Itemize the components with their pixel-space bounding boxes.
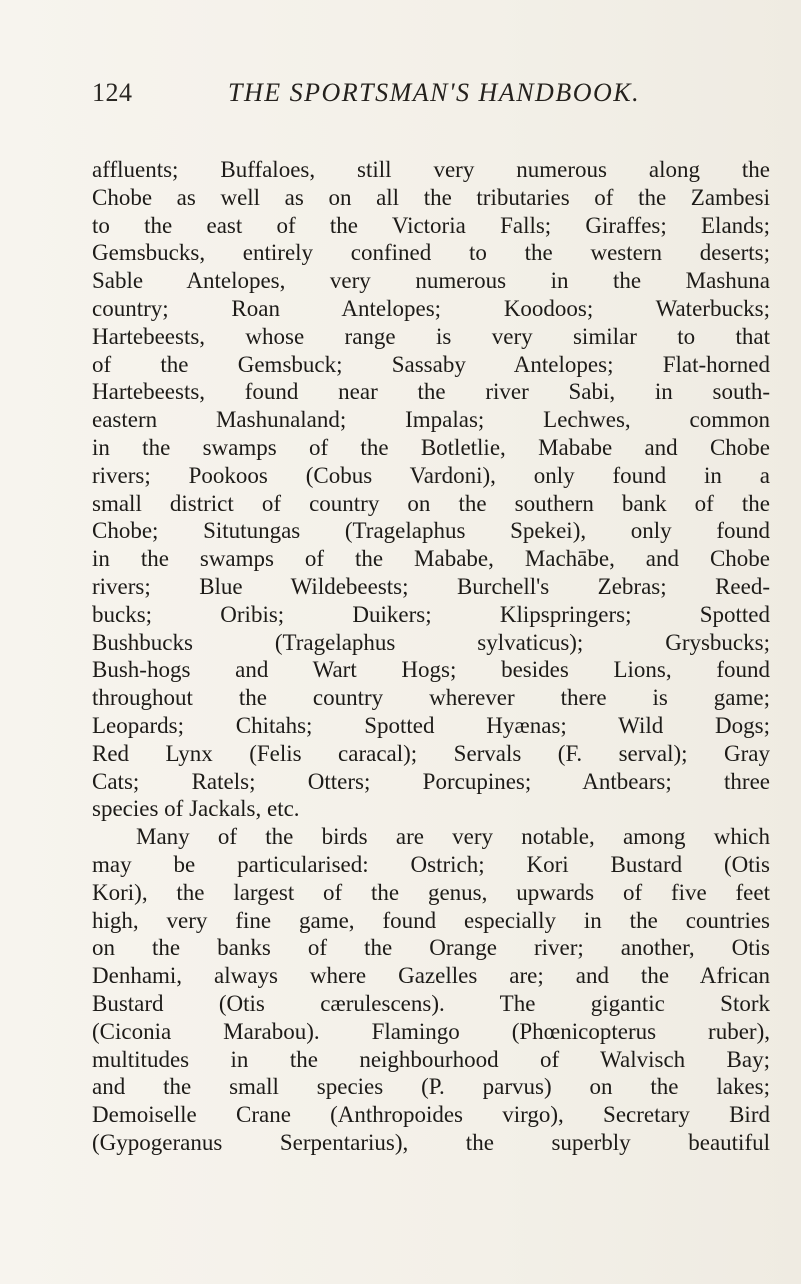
text-line: Hartebeests, found near the river Sabi, in south- <box>92 379 770 405</box>
text-line: Hartebeests, whose range is very similar to that <box>92 323 770 349</box>
text-line: Kori), the largest of the genus, upwards of five feet <box>92 879 770 905</box>
running-title: THE SPORTSMAN'S HANDBOOK. <box>228 78 641 107</box>
page-number: 124 <box>92 78 133 107</box>
text-line: Many of the birds are very notable, among which <box>136 824 770 850</box>
text-line: multitudes in the neighbourhood of Walvisch Bay; <box>92 1046 770 1072</box>
text-line: bucks; Oribis; Duikers; Klipspringers; Spotted <box>92 601 770 627</box>
text-line: species of Jackals, etc. <box>92 796 300 822</box>
text-line: country; Roan Antelopes; Koodoos; Waterbucks; <box>92 295 770 321</box>
text-line: high, very fine game, found especially in the countries <box>92 907 770 933</box>
text-line: may be particularised: Ostrich; Kori Bustard (Otis <box>92 851 770 877</box>
text-line: rivers; Blue Wildebeests; Burchell's Zebras; Reed- <box>92 573 770 599</box>
text-line: rivers; Pookoos (Cobus Vardoni), only found in a <box>92 462 770 488</box>
text-line: eastern Mashunaland; Impalas; Lechwes, common <box>92 407 770 433</box>
text-line: Bush-hogs and Wart Hogs; besides Lions, found <box>92 657 770 683</box>
text-line: Red Lynx (Felis caracal); Servals (F. serval); Gray <box>92 740 770 766</box>
text-line: Cats; Ratels; Otters; Porcupines; Antbears; three <box>92 768 770 794</box>
text-line: Chobe as well as on all the tributaries of the Zambesi <box>92 184 770 210</box>
text-line: Denhami, always where Gazelles are; and the African <box>92 963 770 989</box>
text-line: to the east of the Victoria Falls; Giraffes; Elands; <box>92 212 770 238</box>
page-header <box>0 78 801 118</box>
text-line: throughout the country wherever there is game; <box>92 685 770 711</box>
text-line: affluents; Buffaloes, still very numerous along the <box>92 157 770 182</box>
text-line: Sable Antelopes, very numerous in the Mashuna <box>92 268 770 294</box>
text-line: (Ciconia Marabou). Flamingo (Phœnicopterus ruber), <box>92 1018 770 1044</box>
text-line: Bushbucks (Tragelaphus sylvaticus); Grysbucks; <box>92 629 770 655</box>
text-line: in the swamps of the Botletlie, Mababe and Chobe <box>92 434 770 460</box>
text-line: and the small species (P. parvus) on the lakes; <box>92 1074 770 1100</box>
text-line: Chobe; Situtungas (Tragelaphus Spekei), only found <box>92 518 770 544</box>
body-text <box>92 156 770 1266</box>
text-line: (Gypogeranus Serpentarius), the superbly beautiful <box>92 1129 770 1155</box>
text-line: Bustard (Otis cærulescens). The gigantic Stork <box>92 990 770 1016</box>
text-line: Leopards; Chitahs; Spotted Hyænas; Wild Dogs; <box>92 712 770 738</box>
text-line: Demoiselle Crane (Anthropoides virgo), Secretary Bird <box>92 1102 770 1128</box>
text-line: in the swamps of the Mababe, Machābe, and Chobe <box>92 546 770 572</box>
text-line: small district of country on the southern bank of the <box>92 490 770 516</box>
text-line: on the banks of the Orange river; another, Otis <box>92 935 770 961</box>
text-line: Gemsbucks, entirely confined to the western deserts; <box>92 240 770 266</box>
text-line: of the Gemsbuck; Sassaby Antelopes; Flat-horned <box>92 351 770 377</box>
